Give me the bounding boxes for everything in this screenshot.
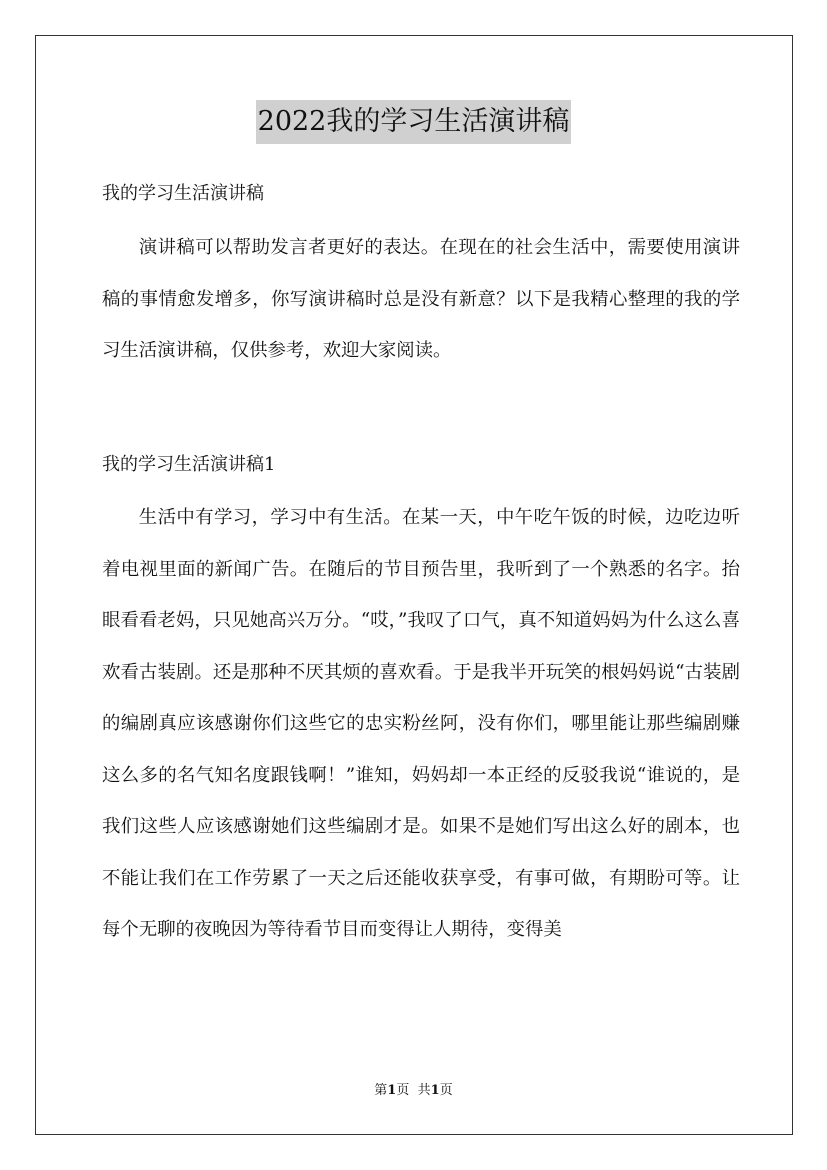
intro-paragraph: 演讲稿可以帮助发言者更好的表达。在现在的社会生活中，需要使用演讲稿的事情愈发增多，你写演讲稿时总是没有新意？以下是我精心整理的我的学习生活演讲稿，仅供参考，欢迎大家阅读。	[102, 237, 740, 361]
title-block	[0, 100, 827, 144]
page-footer	[0, 1082, 827, 1100]
page-number: 1	[387, 1083, 397, 1098]
document-subtitle: 我的学习生活演讲稿	[102, 183, 264, 204]
section-body-paragraph: 生活中有学习，学习中有生活。在某一天，中午吃午饭的时候，边吃边听着电视里面的新闻广告。在随后的节目预告里，我听到了一个熟悉的名字。抬眼看看老妈，只见她高兴万分。“哎，”我叹了口气，真不知道妈妈为什么这么喜欢看古装剧。还是那种不厌其烦的喜欢看。于是我半开玩笑的根妈妈说“古装剧的编剧真应该感谢你们这些它的忠实粉丝阿，没有你们，哪里能让那些编剧赚这么多的名气知名度跟钱啊！”谁知，妈妈却一本正经的反驳我说“谁说的，是我们这些人应该感谢她们这些编剧才是。如果不是她们写出这么好的剧本，也不能让我们在工作劳累了一天之后还能收获享受，有事可做，有期盼可等。让每个无聊的夜晚因为等待看节目而变得让人期待，变得美	[102, 507, 740, 940]
page-suffix: 页	[396, 1083, 410, 1098]
page-prefix: 第	[374, 1083, 388, 1098]
document-title: 2022我的学习生活演讲稿	[256, 100, 572, 144]
section-heading: 我的学习生活演讲稿1	[102, 454, 276, 475]
total-prefix: 共	[417, 1083, 431, 1098]
total-suffix: 页	[439, 1083, 453, 1098]
total-pages: 1	[430, 1083, 440, 1098]
